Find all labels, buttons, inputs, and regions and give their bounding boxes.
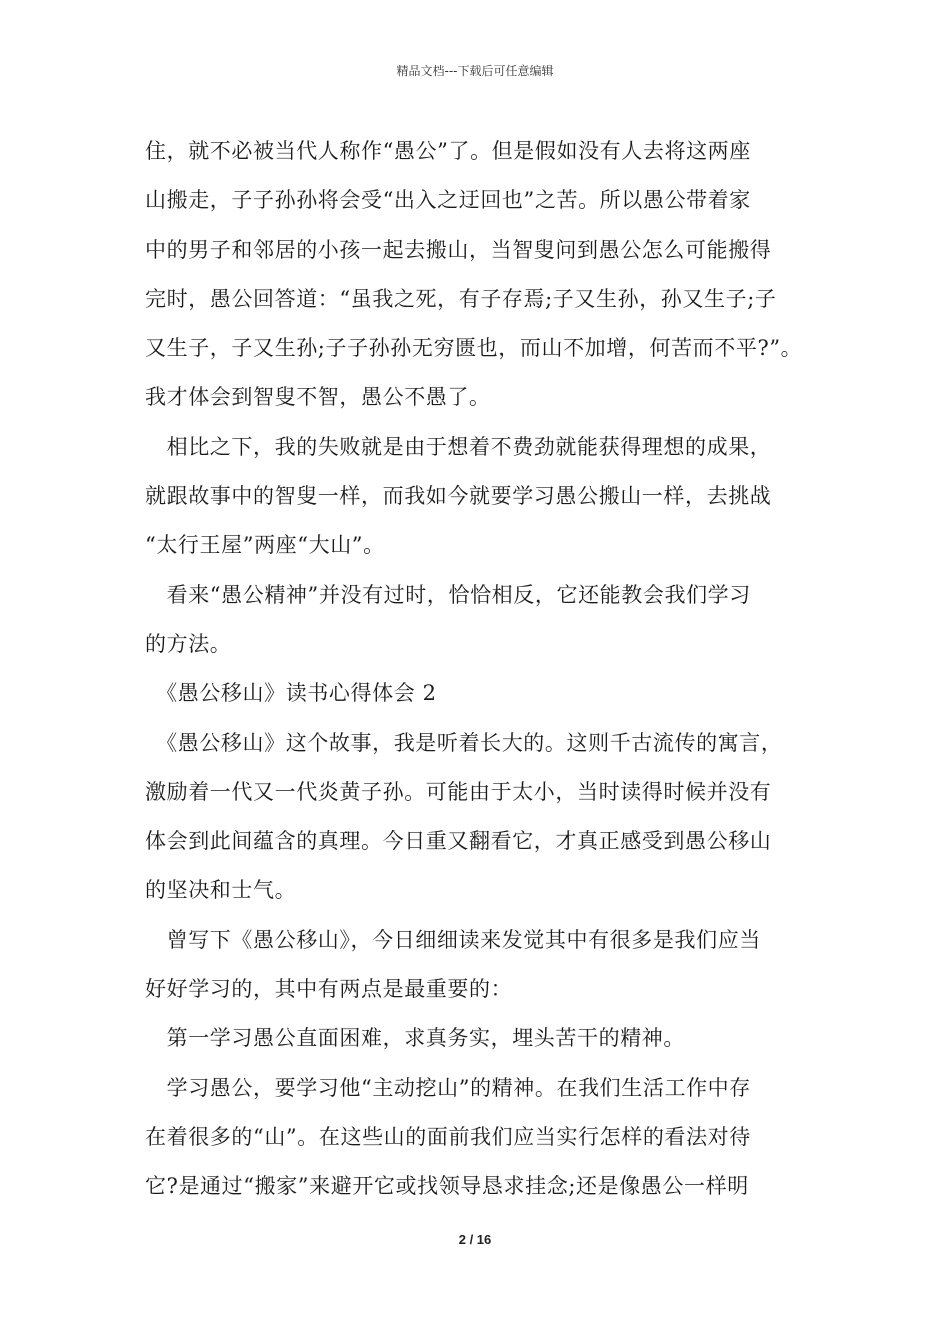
text-line: 中的男子和邻居的小孩一起去搬山，当智叟问到愚公怎么可能搬得 <box>145 237 772 262</box>
text-line: “太行王屋”两座“大山”。 <box>145 533 385 558</box>
section-heading: 《愚公移山》读书心得体会 2 <box>145 681 437 706</box>
text-line: 《愚公移山》这个故事，我是听着长大的。这则千古流传的寓言， <box>145 730 783 755</box>
page-header: 精品文档---下载后可任意编辑 <box>396 64 554 78</box>
text-line: 的坚决和士气。 <box>145 878 297 903</box>
text-line: 就跟故事中的智叟一样，而我如今就要学习愚公搬山一样，去挑战 <box>145 484 772 509</box>
text-line: 它?是通过“搬家”来避开它或找领导恳求挂念;还是像愚公一样明 <box>145 1174 749 1199</box>
text-line: 看来“愚公精神”并没有过时，恰恰相反，它还能教会我们学习 <box>145 582 751 607</box>
text-line: 的方法。 <box>145 631 232 656</box>
text-line: 我才体会到智叟不智，愚公不愚了。 <box>145 385 491 410</box>
text-line: 第一学习愚公直面困难，求真务实，埋头苦干的精神。 <box>145 1026 685 1051</box>
text-line: 学习愚公，要学习他“主动挖山”的精神。在我们生活工作中存 <box>145 1075 751 1100</box>
document-body <box>145 127 815 1212</box>
text-line: 山搬走，子子孙孙将会受“出入之迂回也”之苦。所以愚公带着家 <box>145 188 751 213</box>
text-line: 体会到此间蕴含的真理。今日重又翻看它，才真正感受到愚公移山 <box>145 829 772 854</box>
text-line: 在着很多的“山”。在这些山的面前我们应当实行怎样的看法对待 <box>145 1124 751 1149</box>
text-line: 激励着一代又一代炎黄子孙。可能由于太小，当时读得时候并没有 <box>145 779 772 804</box>
text-line: 住，就不必被当代人称作“愚公”了。但是假如没有人去将这两座 <box>145 139 751 163</box>
text-line: 曾写下《愚公移山》，今日细细读来发觉其中有很多是我们应当 <box>145 927 761 952</box>
text-line: 又生子，子又生孙;子子孙孙无穷匮也，而山不加增，何苦而不平?”。 <box>145 336 803 361</box>
text-line: 完时，愚公回答道：“虽我之死，有子存焉;子又生孙，孙又生子;子 <box>145 286 777 311</box>
text-line: 相比之下，我的失败就是由于想着不费劲就能获得理想的成果， <box>145 434 772 459</box>
page-number: 2 / 16 <box>458 1232 492 1247</box>
text-line: 好好学习的，其中有两点是最重要的： <box>145 977 513 1002</box>
